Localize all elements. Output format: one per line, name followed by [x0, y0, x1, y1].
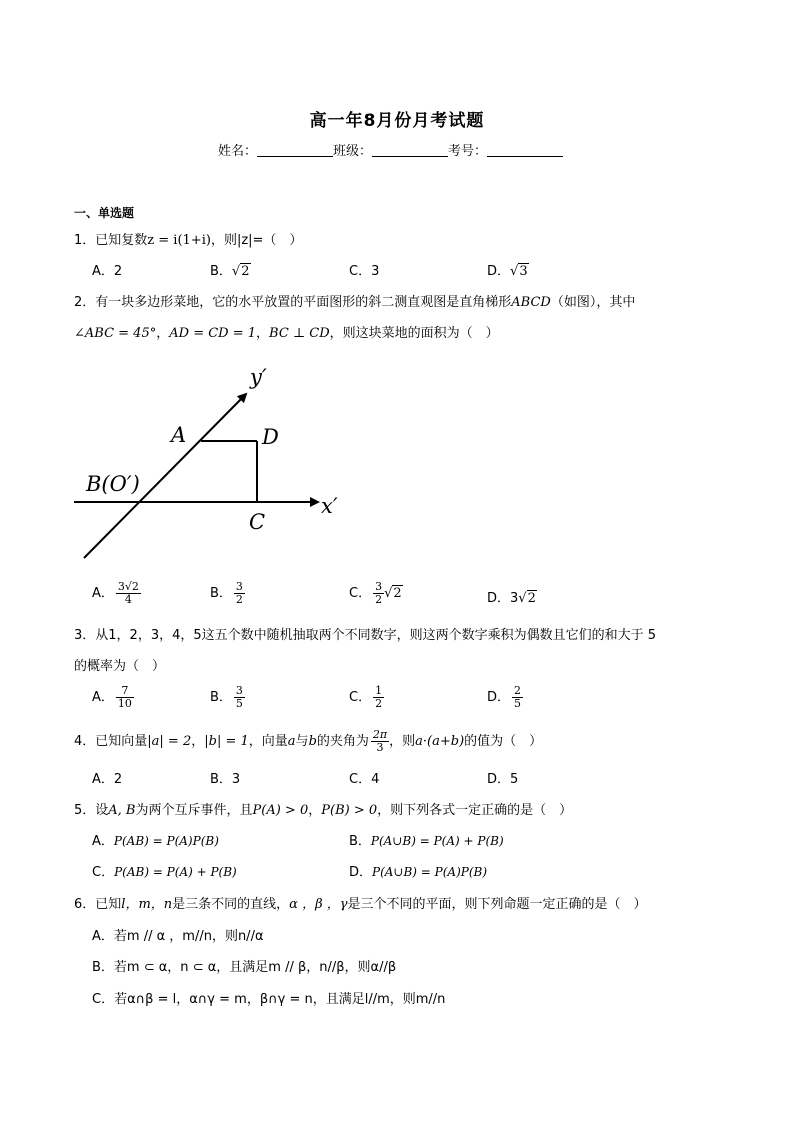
q2-text-2: ，则这块菜地的面积为（ ）	[329, 326, 499, 341]
q4-norm-b: |b| = 1	[204, 734, 249, 749]
q2-a-num: 3√2	[117, 580, 139, 593]
q3-b-label: B．	[210, 690, 232, 705]
q5-pa: P(A) > 0	[252, 803, 309, 818]
q2-c-den: 2	[375, 593, 383, 606]
q5-text-1: 5．设	[74, 803, 109, 818]
q2-a-label: A．	[92, 586, 114, 601]
question-5	[74, 799, 572, 818]
q6-lines: l，m，n	[121, 897, 173, 912]
q4-dot-expr: a·(a+b)	[415, 734, 465, 749]
q3-b-den: 5	[235, 697, 243, 710]
label-b-origin: B(O′)	[86, 472, 140, 496]
q1-number: 1．	[74, 233, 96, 248]
question-4	[74, 729, 542, 754]
q2-d-rad: 2	[527, 591, 536, 606]
q3-c-frac	[373, 685, 384, 710]
q3-a-den: 10	[117, 697, 132, 710]
q2-a-den: 4	[124, 593, 132, 606]
q2-d-sqrt: √2	[518, 591, 536, 606]
label-a: A	[171, 423, 187, 447]
student-info-line	[218, 140, 563, 159]
q1-text: 已知复数	[95, 233, 148, 248]
q5-events: A, B	[108, 803, 136, 818]
q4-then: ，则	[389, 734, 416, 749]
q1-d-rad: 3	[519, 264, 528, 279]
q1-b-rad: 2	[241, 264, 250, 279]
label-x-prime: x′	[321, 494, 338, 518]
q5-c-label: C．	[92, 865, 115, 880]
q4-option-d[interactable]: D．5	[487, 772, 519, 787]
q5-b-label: B．	[349, 834, 371, 849]
q6-text-2: 是三条不同的直线，	[172, 897, 290, 912]
q1-b-sqrt: √2	[231, 264, 250, 279]
section-heading: 一、单选题	[74, 206, 135, 220]
q4-angle-num: 2π	[372, 728, 388, 741]
q2-b-num: 3	[235, 580, 243, 593]
page-title: 高一年8月份月考试题	[309, 111, 485, 131]
q5-d-label: D．	[349, 865, 373, 880]
q3-option-c[interactable]	[349, 685, 384, 710]
q3-d-label: D．	[487, 690, 511, 705]
q5-c-expr: P(AB) = P(A) + P(B)	[114, 865, 237, 879]
question-3-line-1: 3．从1，2，3，4，5这五个数中随机抽取两个不同数字，则这两个数字乘积为偶数且它们的和大于 5	[74, 628, 657, 643]
q4-text-2: ，向量	[248, 734, 288, 749]
q2-c-rad: 2	[393, 586, 402, 601]
q3-c-label: C．	[349, 690, 372, 705]
q3-d-num: 2	[514, 684, 522, 697]
q2-perp: BC ⊥ CD	[269, 326, 330, 341]
q5-option-d[interactable]	[349, 861, 487, 880]
trapezoid-figure	[74, 358, 374, 573]
q6-option-a[interactable]: A．若m // α ，m//n，则n//α	[92, 929, 264, 944]
q6-option-c[interactable]: C．若α∩β = l，α∩γ = m，β∩γ = n，且满足l//m，则m//n	[92, 992, 446, 1007]
q2-text-1b: （如图），其中	[550, 295, 636, 310]
q2-a-frac	[116, 581, 141, 606]
q2-angle: ∠ABC = 45°	[74, 326, 157, 341]
q1-option-d[interactable]	[487, 260, 529, 279]
q2-option-b[interactable]	[210, 581, 245, 606]
q4-and: 与	[295, 734, 309, 749]
q1-option-b[interactable]	[210, 260, 251, 279]
q4-sep: ，	[191, 734, 205, 749]
id-label: 考号：	[448, 144, 488, 159]
question-6	[74, 893, 647, 912]
q6-planes: α ，β ，γ	[289, 897, 348, 912]
q3-option-d[interactable]	[487, 685, 523, 710]
q5-option-a[interactable]	[92, 830, 219, 849]
q4-angle-frac	[371, 729, 389, 754]
q4-option-c[interactable]: C．4	[349, 772, 380, 787]
q2-b-label: B．	[210, 586, 232, 601]
q5-b-expr: P(A∪B) = P(A) + P(B)	[370, 834, 504, 848]
q6-option-b[interactable]: B．若m ⊂ α，n ⊂ α，且满足m // β，n//β，则α//β	[92, 960, 397, 975]
id-blank[interactable]	[487, 144, 563, 157]
q2-option-a[interactable]	[92, 581, 141, 606]
q5-a-label: A．	[92, 834, 114, 849]
name-label: 姓名：	[218, 144, 258, 159]
label-c: C	[249, 510, 266, 534]
q2-sep-1: ，	[156, 326, 170, 341]
q3-d-frac	[512, 685, 523, 710]
q1-d-sqrt: √3	[510, 264, 528, 279]
q5-d-expr: P(A∪B) = P(A)P(B)	[372, 865, 488, 879]
q4-option-a[interactable]: A．2	[92, 772, 123, 787]
q4-angle-den: 3	[376, 741, 384, 754]
q2-option-d[interactable]	[487, 587, 537, 606]
q2-lengths: AD = CD = 1	[169, 326, 257, 341]
q4-text-1: 4．已知向量	[74, 734, 148, 749]
q2-text-1: 2．有一块多边形菜地，它的水平放置的平面图形的斜二测直观图是直角梯形	[74, 295, 512, 310]
q5-pb: P(B) > 0	[321, 803, 378, 818]
q2-d-label: D．3	[487, 591, 519, 606]
q2-sep-2: ，	[256, 326, 270, 341]
q4-option-b[interactable]: B．3	[210, 772, 241, 787]
q3-c-den: 2	[375, 697, 383, 710]
q6-text-1: 6．已知	[74, 897, 122, 912]
q1-tail: ，则|z|=（ ）	[210, 233, 303, 248]
question-3-line-2: 的概率为（ ）	[74, 659, 166, 674]
q6-tail: 是三个不同的平面，则下列命题一定正确的是（ ）	[347, 897, 647, 912]
class-blank[interactable]	[372, 144, 448, 157]
q2-c-label: C．	[349, 586, 372, 601]
q2-c-num: 3	[375, 580, 383, 593]
question-2-line-2	[74, 322, 499, 341]
q2-b-den: 2	[235, 593, 243, 606]
q3-option-a[interactable]	[92, 685, 134, 710]
q5-tail: ，则下列各式一定正确的是（ ）	[377, 803, 573, 818]
q3-c-num: 1	[375, 684, 383, 697]
q3-a-num: 7	[116, 685, 134, 698]
q3-a-label: A．	[92, 690, 114, 705]
question-2-line-1	[74, 291, 635, 310]
label-d: D	[262, 425, 279, 449]
q1-d-label: D．	[487, 264, 511, 279]
q2-abcd: ABCD	[511, 295, 551, 310]
q5-option-c[interactable]	[92, 861, 237, 880]
q3-b-num: 3	[235, 684, 243, 697]
class-label: 班级：	[333, 144, 373, 159]
q2-c-frac	[373, 581, 384, 606]
q1-expr: z = i(1+i)	[147, 233, 211, 248]
q1-b-label: B．	[210, 264, 232, 279]
label-y-prime: y′	[250, 365, 267, 389]
q2-b-frac	[234, 581, 245, 606]
q4-angle-text: 的夹角为	[316, 734, 369, 749]
question-1	[74, 229, 302, 248]
q5-text-2: 为两个互斥事件，且	[135, 803, 253, 818]
q5-sep: ，	[308, 803, 322, 818]
q3-b-frac	[234, 685, 245, 710]
q4-vec-a: a	[287, 734, 296, 749]
q4-norm-a: |a| = 2	[147, 734, 192, 749]
q2-option-c[interactable]	[349, 581, 403, 606]
q3-option-b[interactable]	[210, 685, 245, 710]
q1-option-a[interactable]: A．2	[92, 264, 123, 279]
q1-option-c[interactable]: C．3	[349, 264, 380, 279]
name-blank[interactable]	[257, 144, 333, 157]
q5-option-b[interactable]	[349, 830, 504, 849]
q5-a-expr: P(AB) = P(A)P(B)	[113, 834, 219, 848]
q4-vec-b: b	[308, 734, 317, 749]
q2-c-sqrt: √2	[384, 586, 402, 601]
q3-a-frac	[116, 685, 134, 710]
q3-d-den: 5	[514, 697, 522, 710]
q4-tail: 的值为（ ）	[464, 734, 543, 749]
